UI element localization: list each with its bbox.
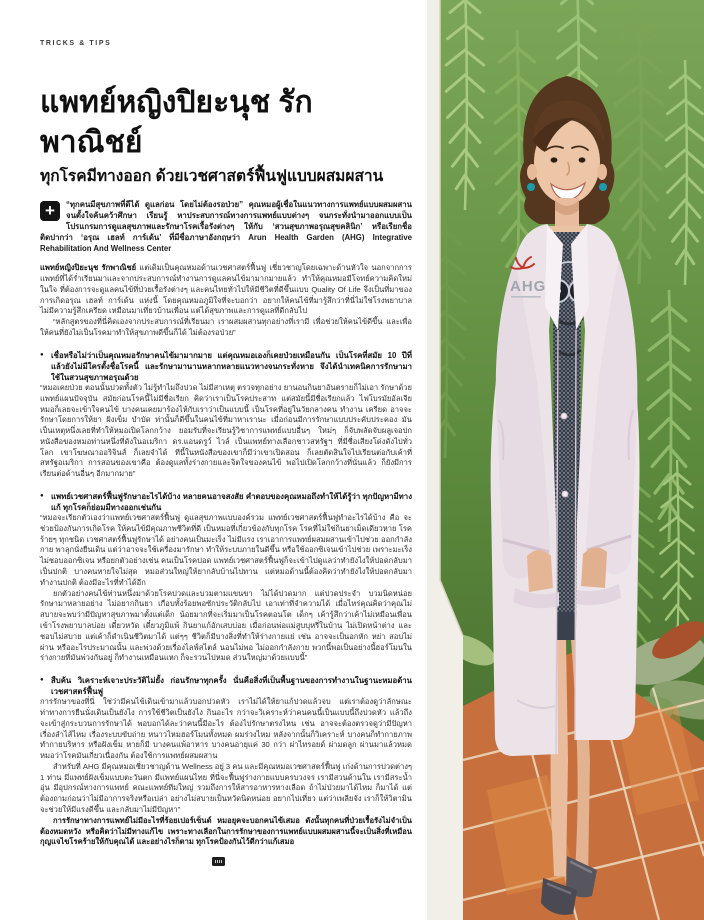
earring-left (527, 183, 535, 191)
article-column (40, 40, 412, 866)
page-title: แพทย์หญิงปิยะนุช รักพาณิชย์ (40, 86, 313, 159)
doctor-photo (427, 0, 704, 920)
page-subtitle: ทุกโรคมีทางออก ด้วยเวชศาสตร์ฟื้นฟูแบบผสมผสาน (40, 168, 384, 185)
end-of-article-mark-icon (212, 857, 225, 866)
section-2-paragraph: “หมอจะเรียกตัวเองว่าแพทย์เวชศาสตร์ฟื้นฟู ดูแลสุขภาพแบบองค์รวม แพทย์เวชศาสตร์ฟื้นฟูทำอะไรได้บ้าง คือ จะช่วยป้องกันการเกิดโรค ให้คนไข้มีคุณภาพชีวิตที่ดี เป็นหมอที่เกี่ยวข้องกับทุกโรค โรคที่ไม่ใช่กินยาเม็ดเดียวหาย โรคร้ายๆ ทุกชนิด เวชศาสตร์ฟื้นฟูรักษาได้ อย่างคนเป็นมะเร็ง ไม่มีแรง เราเอาการแพทย์ผสมผสานเข้าไปช่วย ออกกำลังกาย พาลุกนั่งยืนเดิน แต่ว่าอาจจะใช้เครื่องมารักษา ทำให้ระบบภายในดีขึ้น หรือใช้ออกซิเจนเข้าไปช่วย เพราะมะเร็งไม่ชอบออกซิเจน หรือยกตัวอย่างเช่น คนเป็นโรคปอด แพทย์เวชศาสตร์ฟื้นฟูก็จะเข้าไปดูแลว่าทำยังไงให้ปอดกลับมาเป็นปกติ บางคนหายใจไม่สุด หมอส่วนใหญ่ให้ยากลับบ้านไปทาน แต่หมอด้านนี้ต้องคิดว่าทำยังไงให้ปอดกลับมาทำงานปกติ ต้องมีอะไรที่ทำได้อีก (40, 513, 412, 587)
paragraph (40, 263, 412, 317)
section-1-heading: ● เชื่อหรือไม่ว่าเป็นคุณหมอรักษาคนไข้มามากมาย แต่คุณหมอเองก็เคยป่วยเหมือนกัน เป็นโรคที่สมัย 10 ปีที่แล้วยังไม่มีใครตั้งชื่อโรคนี้ และรักษามานานหลากหลายแนวทางจนกระทั่งหาย จึงได้นำเทคนิคการรักษามาใช้ในสวนสุขภาพอรุณด้วย (40, 350, 412, 383)
intro-paragraph (40, 199, 412, 254)
intro-text: “ทุกคนมีสุขภาพที่ดีได้ ดูแลก่อน โดยไม่ต้องรอป่วย” คุณหมอผู้เชื่อในแนวทางการแพทย์แบบผสมผสาน จนตั้งใจค้นคว้าศึกษา เรียนรู้ หาประสบการณ์ทางการแพทย์แบบต่างๆ จนกระทั่งนำมาออกแบบเป็นโปรแกรมการดูแลสุขภาพและรักษาโรคเรื้อรังต่างๆ ให้กับ ‘สวนสุขภาพอรุณสุขคลินิก’ หรือเรียกชื่อติดปากว่า ‘อรุณ เฮลท์ การ์เด้น’ ที่มีชื่อภาษาอังกฤษว่า Arun Health Garden (AHG) Integrative Rehabilitation And Wellness Center (40, 200, 412, 254)
section-3-paragraph: สำหรับที่ AHG มีคุณหมอเชี่ยวชาญด้าน Wellness อยู่ 3 คน และมีคุณหมอเวชศาสตร์ฟื้นฟู เก่งด้านการปวดต่างๆ 1 ท่าน มีแพทย์ฝังเข็มแบบตะวันตก มีแพทย์แผนไทย ที่นี่จะฟื้นฟูร่างกายแบบครบวงจร เรามีสวนด้านใน เรามีสระน้ำอุ่น มีอุปกรณ์ทางการแพทย์ คณะแพทย์ทีมใหญ่ รวมถึงการให้สารอาหารทางเลือด ถ้าไม่ป่วยมาได้ไหม ก็มาได้ แต่ต้องถามก่อนว่าไม่มีอาการจริงหรือเปล่า อย่างไม่สบายเป็นหวัดนิดหน่อย อยากไปเที่ยว แต่ว่าเพลียจัง เราก็ให้วิตามินจะช่วยให้มีแรงดีขึ้น และกลับมาไม่มีปัญหา” (40, 761, 412, 814)
earring-right (599, 183, 607, 191)
section-3-heading: ● สืบค้น วิเคราะห์เจาะประวัติไม่ยั้ง ก่อนรักษาทุกครั้ง นั่นคือสิ่งที่เป็นพื้นฐานของการทำงานในฐานะหมอด้านเวชศาสตร์ฟื้นฟู (40, 675, 412, 697)
ahg-logo-text: AHG (510, 278, 547, 295)
section-1-paragraph: “หมอเคยป่วย ตอนนั้นปวดทั้งตัว ไม่รู้ทำไมถึงปวด ไม่มีสาเหตุ ตรวจทุกอย่าง ยานอนกินยาอันตรายก็ไม่เอา รักษาด้วยแพทย์แผนปัจจุบัน สมัยก่อนโรคนี้ไม่มีชื่อเรียก คิดว่าเราเป็นโรคประสาท แต่สมัยนี้มีชื่อเรียกแล้ว ไฟโบรมัยอัลเจีย หมอก็เลยจะเข้าใจคนไข้ บางคนเคยมาร้องไห้กับเราว่าเป็นแบบนี้ เป็นโรคที่อยู่ในวัยกลางคน ทำงาน เครียด อาจจะรักษาโดยการให้ยา ฝังเข็ม บำบัด ท่านั้นก็ดีขึ้นในคนไข้ที่มาหาเรานะ เมื่อก่อนมีการรักษาแบบประคับประคอง มันเป็นเหตุหนึ่งเลยที่ทำให้หมอเปิดโลกกว้าง ยอมรับที่จะเรียนรู้วิชาการแพทย์แบบอื่นๆ ใหม่ๆ ก็จับพลัดจับผลูเจอปกหนังสือของหมอท่านหนึ่งที่ดังในอเมริกา ดร.แอนดรูว์ ไวล์ เป็นแพทย์ทางเลือกชาวสหรัฐฯ ที่มีชื่อเสียงโด่งดังไปทั่วโลก เขาโฆษณาออริจินส์ ก็เลยจำได้ ทีนี้ในหนังสือของเขาก็มีว่าเขาเปิดสอน ก็เลยตัดสินใจไปเรียนต่อกับเค้าที่สหรัฐอเมริกา การสอนของเขาคือ ต้องดูแลทั้งร่างกายและจิตใจของคนไข้ พอไปเปิดโลกกว้างที่นั่นแล้ว ก็ยังมีการเรียนต่อด้านอื่นๆ อีกมากมาย” (40, 382, 412, 479)
section-2-heading: ● แพทย์เวชศาสตร์ฟื้นฟูรักษาอะไรได้บ้าง หลายคนอาจสงสัย คำตอบของคุณหมอถึงทำให้ได้รู้ว่า ทุกปัญหามีทางแก้ ทุกโรคก็ย่อมมีทางออกเช่นกัน (40, 491, 412, 513)
closing-paragraph: การรักษาทางการแพทย์ไม่มีอะไรที่ร้อยเปอร์เซ็นต์ หมอยุคจะบอกคนไข้เสมอ ดังนั้นทุกคนที่ป่วยเรื้อรังไม่จำเป็นต้องหมดหวัง หรือคิดว่าไม่มีทางแก้ไข เพราะทางเลือกในการรักษาของการแพทย์แบบผสมผสานนี้จะเป็นสิ่งที่เหมือนกุญแจไขโรคร้ายให้กับคุณได้ และอย่างไรก็ตาม ทุกโรคป้องกันไว้ดีกว่าแก้เสมอ (40, 815, 412, 847)
doctor-name: แพทย์หญิงปิยะนุช รักพาณิชย์ (40, 263, 137, 273)
section-kicker: TRICKS & TIPS (40, 40, 112, 47)
paragraph-quote: “หลักสูตรของที่นี่คิดเองจากประสบการณ์ที่เรียนมา เราผสมผสานทุกอย่างที่เรามี เพื่อช่วยให้คนไข้ดีขึ้น และเพื่อให้คนที่ยังไม่เป็นโรคมาทำให้สุขภาพดีขึ้นก็ได้ ไม่ต้องรอป่วย” (40, 317, 412, 337)
paragraph-text: แต่เดิมเป็นคุณหมอด้านเวชศาสตร์ฟื้นฟู เชี่ยวชาญโดยเฉพาะด้านหัวใจ นอกจากการแพทย์ที่ได้ร่ำเรียนมาและจากประสบการณ์ทำงานการดูแลคนไข้มามากมายแล้ว ทำให้คุณหมอมีโจทย์ความคิดใหม่ในใจ ที่ต้องการจะดูแลคนไข้ที่ป่วยเรื้อรังต่างๆ และคนไทยทั่วไปให้มีชีวิตที่ดีขึ้นแบบ Quality Of Life จึงเป็นที่มาของการเกิดอรุณ เฮลท์ การ์เด้น แห่งนี้ โดยคุณหมอภูมิใจที่จะบอกว่า อยากให้คนไข้ที่มารู้สึกว่าที่นี่ไม่ใช่โรงพยาบาล ไม่มีความรู้สึกเครียด เหมือนมาเที่ยวบ้านเพื่อน แต่ได้สุขภาพและการดูแลที่ดีกลับไป (40, 263, 412, 316)
section-2-paragraph: ยกตัวอย่างคนไข้ท่านหนึ่งมาด้วยโรคปวดและบวมตามแขนขา ไม่ได้ปวดมาก แต่ปวดประจำ บวมนิดหน่อย รักษามาหลายอย่าง ไม่อยากกินยา เกือบทั้งร้อยพอซักประวัติกลับไป เอาเท่าที่จำความได้ เมื่อไหร่คุณคิดว่าคุณไม่สบายจะพบว่ามีปัญหาสุขภาพมาตั้งแต่เด็ก น้อยมากที่จะเริ่มมาเป็นโรคตอนโต เด็กๆ เค้ารู้สึกว่าเค้าไม่เหมือนเพื่อน เข้าโรงพยาบาลบ่อย เดี๋ยวหวัด เดี๋ยวภูมิแพ้ กินยาแก้อักเสบบ่อย เมื่อก่อนพ่อแม่สูบบุหรี่ในบ้าน ไม่เปิดหน้าต่าง และชอบไม่สบาย แต่เค้าก็ดำเนินชีวิตมาได้ แต่ๆๆ ชีวิตก็มีบางสิ่งที่ทำให้ร่างกายแย่ เช่น อาจจะเป็นอกหัก หย่า สอบไม่ผ่าน หรืออะไรประมาณนั้น และพ่วงด้วยเรื่องไลฟ์สไตล์ นอนไม่พอ ไม่ออกกำลังกาย พวกนี้พอเป็นอย่างนี้ฮอร์โมนในร่างกายที่มันพ่วงกันอยู่ ก็ทำงานเหมือนแหก ก็จะรวนไปหมด ส่วนใหญ่มาด้วยแบบนี้” (40, 588, 412, 663)
plus-icon: + (40, 201, 60, 221)
section-3-paragraph: การรักษาของที่นี่ ใช่ว่ามีคนไข้เดินเข้ามาแล้วบอกปวดหัว เราไม่ได้ให้ยาแก้ปวดแล้วจบ แต่เราต้องดูว่าลักษณะท่าทางการยืนนั่งเดินเป็นยังไง การใช้ชีวิตเป็นยังไง กินอะไร กว่าจะวิเคราะห์ว่าคนคนนี้เป็นแบบนี้ถึงปวดหัว แล้วถึงจะเข้าสู่กระบวนการรักษาได้ พอบอกได้ละว่าคนนี้มีอะไร ต้องไปรักษาตรงไหน เช่น อาจจะต้องตรวจดูว่ามีปัญหาเรื่องลำไส้ไหม เรื่องระบบขับถ่าย หนาวไหมฮอร์โมนทั้งหมด ผมร่วงไหม หลังจากนั้นก็วิเคราะห์ บางคนก็ทำกายภาพ ทำกายบริหาร หรือฝังเข็ม หายก็มี บางคนแพ้อาหาร บางคนอายุแค่ 30 กว่า ผ่าไทรอยด์ ผ่ามดลูก ผ่านมาแล้วหมด หมอว่าโรคมันเกี่ยวเนื่องกัน ต้องใช้การแพทย์ผสมผสาน (40, 697, 412, 761)
